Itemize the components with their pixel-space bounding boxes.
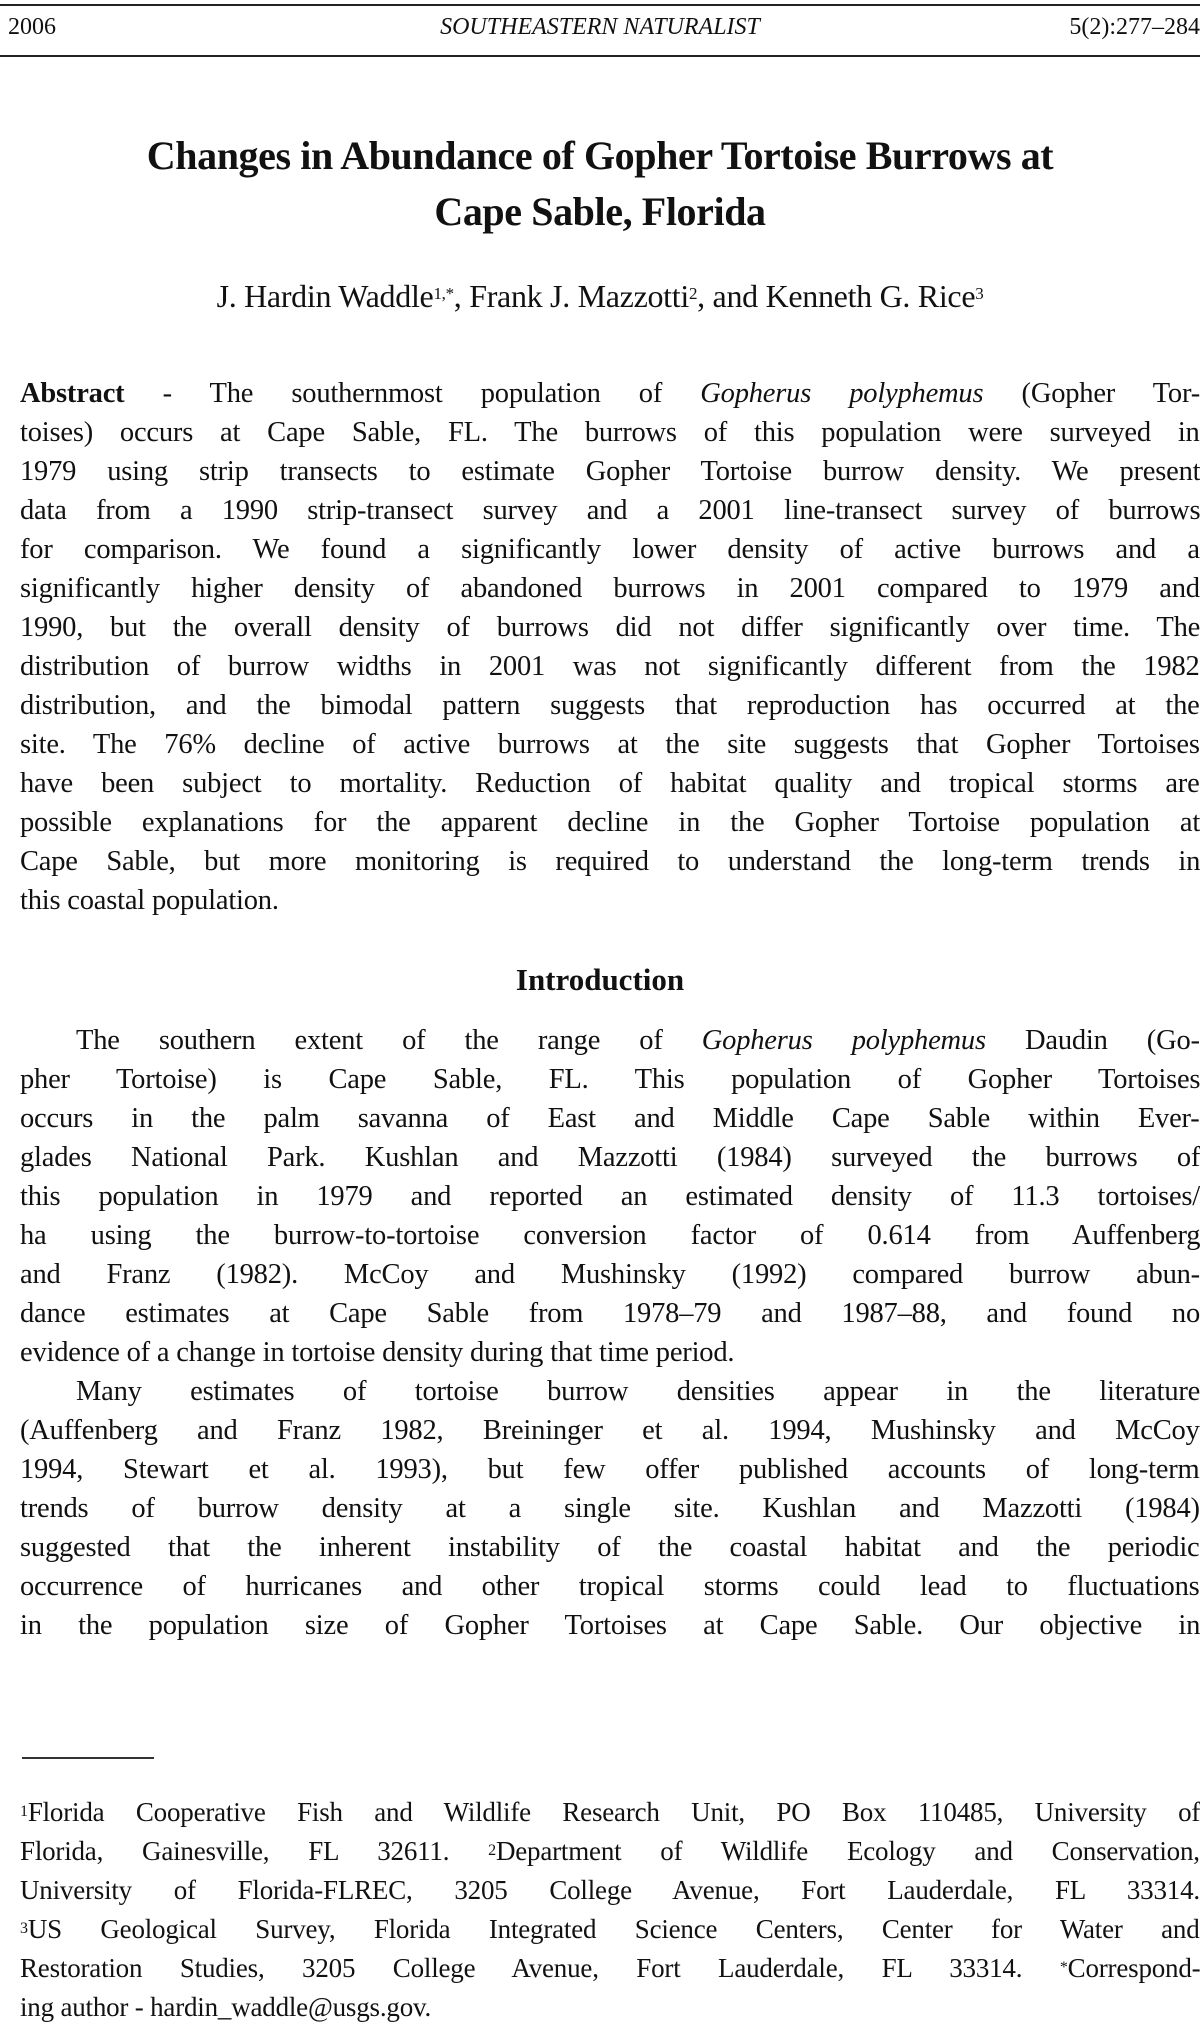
text-run: Florida, Gainesville, FL 32611. bbox=[20, 1836, 489, 1866]
footnotes bbox=[20, 1793, 1200, 2027]
publication-year: 2006 bbox=[8, 14, 56, 40]
affiliation-mark: * bbox=[1059, 1959, 1068, 1976]
footnote-rule bbox=[22, 1757, 154, 1759]
affiliation-mark: 1 bbox=[20, 1803, 28, 1820]
abstract-line: 1990, but the overall density of burrows did not differ significantly over time. The bbox=[20, 612, 1200, 643]
paragraph-line: occurs in the palm savanna of East and Middle Cape Sable within Ever- bbox=[20, 1103, 1200, 1134]
text-run: (Gopher Tor- bbox=[983, 378, 1200, 409]
author-separator: , bbox=[453, 278, 470, 314]
affiliation-mark: 2 bbox=[488, 1842, 496, 1859]
text-run: ing author - hardin_waddle@usgs.gov. bbox=[20, 1992, 432, 2022]
author-affiliation-mark: 3 bbox=[975, 284, 984, 303]
paragraph-line: suggested that the inherent instability of the coastal habitat and the periodic bbox=[20, 1532, 1200, 1563]
abstract-line bbox=[20, 374, 1200, 413]
paragraph-line: evidence of a change in tortoise density during that time period. bbox=[20, 1337, 735, 1368]
paragraph-line: this population in 1979 and reported an estimated density of 11.3 tortoises/ bbox=[20, 1181, 1200, 1212]
species-name: Gopherus polyphemus bbox=[701, 1025, 986, 1056]
paragraph-line: Many estimates of tortoise burrow densities appear in the literature bbox=[76, 1376, 1200, 1407]
footnote-line bbox=[20, 1910, 1200, 1949]
article-title bbox=[0, 128, 1200, 240]
header-bottom-rule bbox=[0, 55, 1200, 57]
footnote-line bbox=[20, 1871, 1200, 1910]
footnote-line bbox=[20, 1949, 1200, 1988]
paragraph-line: dance estimates at Cape Sable from 1978–79 and 1987–88, and found no bbox=[20, 1298, 1200, 1329]
author-affiliation-mark: 2 bbox=[688, 284, 698, 303]
author-name: J. Hardin Waddle bbox=[216, 278, 434, 314]
text-run: Daudin (Go- bbox=[985, 1025, 1200, 1056]
abstract-line: distribution of burrow widths in 2001 was not significantly different from the 1982 bbox=[20, 651, 1200, 682]
paragraph-line: (Auffenberg and Franz 1982, Breininger et al. 1994, Mushinsky and McCoy bbox=[20, 1415, 1200, 1446]
abstract-line: significantly higher density of abandoned burrows in 2001 compared to 1979 and bbox=[20, 573, 1200, 604]
author-name: Kenneth G. Rice bbox=[765, 278, 976, 314]
abstract-line: data from a 1990 strip-transect survey and a 2001 line-transect survey of burrows bbox=[20, 495, 1200, 526]
paragraph-line: pher Tortoise) is Cape Sable, FL. This population of Gopher Tortoises bbox=[20, 1064, 1200, 1095]
footnote-line bbox=[20, 1988, 1200, 2027]
affiliation-mark: 3 bbox=[20, 1920, 28, 1937]
abstract-line: have been subject to mortality. Reduction of habitat quality and tropical storms are bbox=[20, 768, 1200, 799]
text-run: University of Florida-FLREC, 3205 College Avenue, Fort Lauderdale, FL 33314. bbox=[20, 1875, 1200, 1905]
paragraph-line: in the population size of Gopher Tortoises at Cape Sable. Our objective in bbox=[20, 1610, 1200, 1641]
paragraph-line: and Franz (1982). McCoy and Mushinsky (1992) compared burrow abun- bbox=[20, 1259, 1200, 1290]
author-separator: , and bbox=[697, 278, 766, 314]
species-name: Gopherus polyphemus bbox=[700, 378, 984, 409]
abstract bbox=[20, 374, 1200, 920]
text-run: - The southernmost population of bbox=[124, 378, 701, 409]
text-run: US Geological Survey, Florida Integrated Science Centers, Center for Water and bbox=[27, 1914, 1200, 1944]
paragraph-line: glades National Park. Kushlan and Mazzotti (1984) surveyed the burrows of bbox=[20, 1142, 1200, 1173]
abstract-line: site. The 76% decline of active burrows at the site suggests that Gopher Tortoises bbox=[20, 729, 1200, 760]
title-line: Cape Sable, Florida bbox=[434, 189, 766, 234]
text-run: The southern extent of the range of bbox=[76, 1025, 702, 1056]
paragraph-line: occurrence of hurricanes and other tropical storms could lead to fluctuations bbox=[20, 1571, 1200, 1602]
abstract-line: for comparison. We found a significantly lower density of active burrows and a bbox=[20, 534, 1200, 565]
header-top-rule bbox=[0, 4, 1200, 6]
author-affiliation-mark: 1,* bbox=[433, 284, 454, 303]
abstract-line: possible explanations for the apparent decline in the Gopher Tortoise population at bbox=[20, 807, 1200, 838]
section-heading-introduction: Introduction bbox=[515, 962, 685, 997]
text-run: Florida Cooperative Fish and Wildlife Research Unit, PO Box 110485, University of bbox=[27, 1797, 1200, 1827]
author-list bbox=[0, 276, 1200, 316]
running-head bbox=[0, 14, 1200, 44]
abstract-line: toises) occurs at Cape Sable, FL. The burrows of this population were surveyed in bbox=[20, 417, 1200, 448]
footnote-line bbox=[20, 1832, 1200, 1871]
volume-pages: 5(2):277–284 bbox=[1069, 14, 1200, 40]
title-line: Changes in Abundance of Gopher Tortoise Burrows at bbox=[146, 133, 1054, 178]
abstract-line: distribution, and the bimodal pattern suggests that reproduction has occurred at the bbox=[20, 690, 1200, 721]
abstract-label: Abstract bbox=[20, 378, 125, 409]
paragraph-line: 1994, Stewart et al. 1993), but few offer published accounts of long-term bbox=[20, 1454, 1200, 1485]
paragraph-line: ha using the burrow-to-tortoise conversion factor of 0.614 from Auffenberg bbox=[20, 1220, 1200, 1251]
text-run: Department of Wildlife Ecology and Conservation, bbox=[495, 1836, 1200, 1866]
paragraph-line bbox=[20, 1021, 1200, 1060]
abstract-line: 1979 using strip transects to estimate Gopher Tortoise burrow density. We present bbox=[20, 456, 1200, 487]
footnote-line bbox=[20, 1793, 1200, 1832]
abstract-line: Cape Sable, but more monitoring is required to understand the long-term trends in bbox=[20, 846, 1200, 877]
author-name: Frank J. Mazzotti bbox=[469, 278, 689, 314]
introduction-body bbox=[20, 1021, 1200, 1645]
text-run: Correspond- bbox=[1067, 1953, 1200, 1983]
abstract-line: this coastal population. bbox=[20, 885, 279, 916]
journal-name: SOUTHEASTERN NATURALIST bbox=[440, 14, 760, 40]
paragraph-line: trends of burrow density at a single site. Kushlan and Mazzotti (1984) bbox=[20, 1493, 1200, 1524]
text-run: Restoration Studies, 3205 College Avenue, Fort Lauderdale, FL 33314. bbox=[20, 1953, 1060, 1983]
